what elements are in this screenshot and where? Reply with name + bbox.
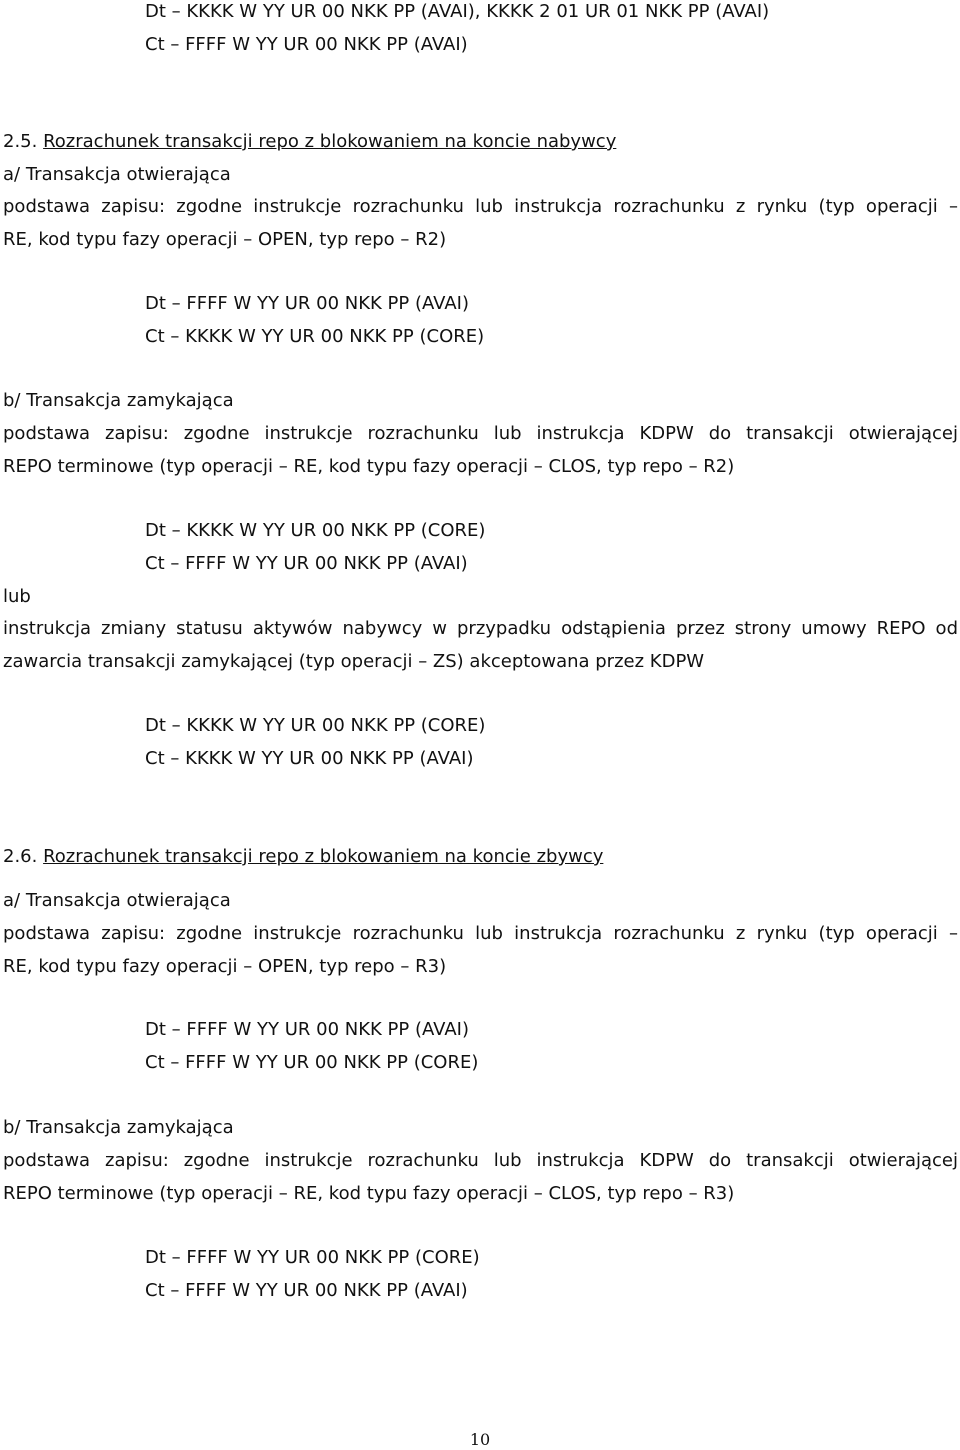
top-credit-entry: Ct – FFFF W YY UR 00 NKK PP (AVAI) bbox=[145, 34, 468, 55]
section-2-6-heading bbox=[3, 846, 603, 868]
top-debit-entry: Dt – KKKK W YY UR 00 NKK PP (AVAI), KKKK 2 01 UR 01 NKK PP (AVAI) bbox=[145, 1, 770, 22]
opening-basis-line-2: RE, kod typu fazy operacji – OPEN, typ repo – R3) bbox=[3, 956, 447, 977]
closing-transaction-heading: b/ Transakcja zamykająca bbox=[3, 1117, 234, 1138]
closing-debit-entry: Dt – FFFF W YY UR 00 NKK PP (CORE) bbox=[145, 1247, 480, 1268]
page-number: 10 bbox=[469, 1430, 491, 1449]
opening-transaction-heading: a/ Transakcja otwierająca bbox=[3, 890, 231, 911]
closing-transaction-heading: b/ Transakcja zamykająca bbox=[3, 390, 234, 411]
closing-credit-entry: Ct – FFFF W YY UR 00 NKK PP (AVAI) bbox=[145, 553, 468, 574]
alternative-label: lub bbox=[3, 586, 31, 607]
section-number: 2.6. bbox=[3, 846, 38, 867]
closing-basis-line-1: podstawa zapisu: zgodne instrukcje rozrachunku lub instrukcja KDPW do transakcji otwierającej bbox=[3, 1150, 958, 1171]
section-number: 2.5. bbox=[3, 131, 38, 152]
opening-basis-line-1: podstawa zapisu: zgodne instrukcje rozrachunku lub instrukcja rozrachunku z rynku (typ operacji – bbox=[3, 923, 958, 944]
closing-basis-line-2: REPO terminowe (typ operacji – RE, kod typu fazy operacji – CLOS, typ repo – R2) bbox=[3, 456, 735, 477]
section-title: Rozrachunek transakcji repo z blokowaniem na koncie nabywcy bbox=[43, 131, 617, 152]
opening-basis-line-1: podstawa zapisu: zgodne instrukcje rozrachunku lub instrukcja rozrachunku z rynku (typ operacji – bbox=[3, 196, 958, 217]
status-change-debit-entry: Dt – KKKK W YY UR 00 NKK PP (CORE) bbox=[145, 715, 486, 736]
opening-debit-entry: Dt – FFFF W YY UR 00 NKK PP (AVAI) bbox=[145, 293, 469, 314]
opening-credit-entry: Ct – KKKK W YY UR 00 NKK PP (CORE) bbox=[145, 326, 485, 347]
closing-basis-line-1: podstawa zapisu: zgodne instrukcje rozrachunku lub instrukcja KDPW do transakcji otwierającej bbox=[3, 423, 958, 444]
closing-basis-line-2: REPO terminowe (typ operacji – RE, kod typu fazy operacji – CLOS, typ repo – R3) bbox=[3, 1183, 735, 1204]
status-change-basis-line-1: instrukcja zmiany statusu aktywów nabywcy w przypadku odstąpienia przez strony umowy REPO od bbox=[3, 618, 958, 639]
status-change-credit-entry: Ct – KKKK W YY UR 00 NKK PP (AVAI) bbox=[145, 748, 474, 769]
status-change-basis-line-2: zawarcia transakcji zamykającej (typ operacji – ZS) akceptowana przez KDPW bbox=[3, 651, 705, 672]
section-title: Rozrachunek transakcji repo z blokowaniem na koncie zbywcy bbox=[43, 846, 604, 867]
opening-credit-entry: Ct – FFFF W YY UR 00 NKK PP (CORE) bbox=[145, 1052, 479, 1073]
opening-debit-entry: Dt – FFFF W YY UR 00 NKK PP (AVAI) bbox=[145, 1019, 469, 1040]
opening-transaction-heading: a/ Transakcja otwierająca bbox=[3, 164, 231, 185]
section-2-5-heading bbox=[3, 131, 616, 153]
opening-basis-line-2: RE, kod typu fazy operacji – OPEN, typ repo – R2) bbox=[3, 229, 447, 250]
closing-debit-entry: Dt – KKKK W YY UR 00 NKK PP (CORE) bbox=[145, 520, 486, 541]
closing-credit-entry: Ct – FFFF W YY UR 00 NKK PP (AVAI) bbox=[145, 1280, 468, 1301]
